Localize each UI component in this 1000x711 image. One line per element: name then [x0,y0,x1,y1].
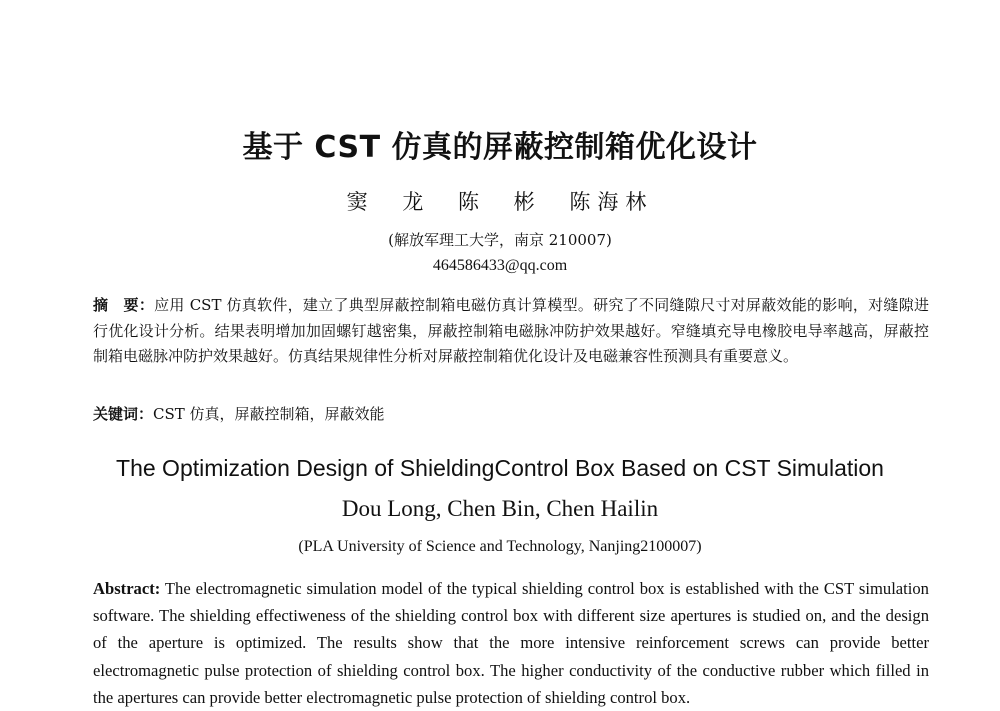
affiliation-chinese: (解放军理工大学，南京 210007) [388,231,612,249]
title-english: The Optimization Design of ShieldingControl Box Based on CST Simulation [116,455,884,481]
abstract-english-text: The electromagnetic simulation model of the typical shielding control box is established with the CST simulation software. The shielding effectiweness of the shielding control box with different size apertures is studied on, and the design of the aperture is optimized. The results show that the more intensive reinforcement screws can provide better electromagnetic pulse protection of shielding control box. The higher conductivity of the conductive rubber which filled in the apertures can provide better electromagnetic pulse protection of shielding control box. [93,579,929,707]
abstract-chinese-text: 应用 CST 仿真软件，建立了典型屏蔽控制箱电磁仿真计算模型。研究了不同缝隙尺寸对屏蔽效能的影响，对缝隙进行优化设计分析。结果表明增加加固螺钉越密集，屏蔽控制箱电磁脉冲防护效果越好。窄缝填充导电橡胶电导率越高，屏蔽控制箱电磁脉冲防护效果越好。仿真结果规律性分析对屏蔽控制箱优化设计及电磁兼容性预测具有重要意义。 [93,296,929,365]
keywords-chinese-label: 关键词： [93,405,154,423]
author-email: 464586433@qq.com [432,257,568,274]
abstract-english-label: Abstract: [93,579,161,598]
affiliation-english: (PLA University of Science and Technology, Nanjing2100007) [298,538,702,555]
abstract-chinese [93,293,929,370]
abstract-chinese-label: 摘 要： [93,296,155,314]
keywords-chinese-text: CST 仿真，屏蔽控制箱，屏蔽效能 [153,405,385,423]
abstract-english [93,575,929,711]
authors-english: Dou Long, Chen Bin, Chen Hailin [341,496,659,521]
keywords-chinese [93,403,929,424]
authors-chinese: 窦 龙 陈 彬 陈海林 [346,190,654,214]
title-chinese: 基于 CST 仿真的屏蔽控制箱优化设计 [242,130,758,165]
